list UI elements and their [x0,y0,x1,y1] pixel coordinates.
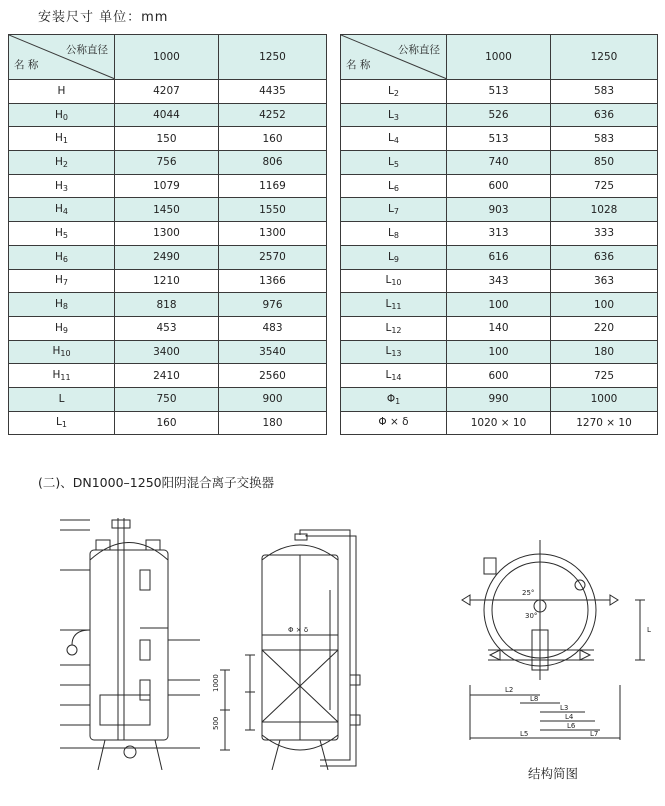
row-symbol: L [385,345,392,358]
table-row [341,316,658,340]
table-row [341,222,658,246]
value-1250-cell: 2570 [219,245,327,269]
row-symbol: L [388,155,394,168]
value-1000-cell: 600 [447,364,551,388]
value-1250-cell: 160 [219,127,327,151]
dim-1000-label: 1000 [212,674,220,692]
corner-diameter-label: 公称直径 [66,44,108,56]
table-row [341,127,658,151]
column-header-1000: 1000 [447,35,551,80]
row-name-cell [341,198,447,222]
value-1250-cell: 636 [551,103,658,127]
value-1000-cell: 903 [447,198,551,222]
row-symbol: H [52,345,61,358]
value-1250-cell: 2560 [219,364,327,388]
row-subscript: 4 [62,207,68,217]
row-name-cell [341,103,447,127]
row-symbol: L [385,369,392,382]
corner-diameter-label: 公称直径 [398,44,440,56]
value-1250-cell: 3540 [219,340,327,364]
row-name-cell [341,316,447,340]
value-1000-cell: 4207 [115,80,219,104]
value-1000-cell: 3400 [115,340,219,364]
value-1000-cell: 513 [447,127,551,151]
table-row [341,151,658,175]
row-subscript: 1 [395,396,401,406]
row-name-cell [341,174,447,198]
row-subscript: 5 [62,230,68,240]
row-name-cell [9,387,115,411]
row-symbol: L [388,250,394,263]
value-1000-cell: 2490 [115,245,219,269]
corner-name-label: 名 称 [14,59,39,71]
section-title: (二)、DN1000–1250阳阴混合离子交换器 [38,475,275,490]
value-1000-cell: 160 [115,411,219,435]
value-1250-cell: 4435 [219,80,327,104]
structure-drawing [0,490,665,770]
phi-delta-label: Φ × δ [288,626,309,634]
row-subscript: 4 [393,136,399,146]
row-name-cell [341,222,447,246]
table-row [9,151,327,175]
dimension-table-right [340,34,658,435]
angle1-label: 25° [522,589,535,597]
table-row [341,269,658,293]
value-1000-cell: 1300 [115,222,219,246]
row-subscript: 3 [393,112,399,122]
value-1000-cell: 150 [115,127,219,151]
plan-view [462,540,645,740]
table-row [9,340,327,364]
row-name-cell [9,198,115,222]
corner-header-cell [9,35,115,80]
value-1000-cell: 313 [447,222,551,246]
row-symbol: L [385,321,392,334]
value-1000-cell: 740 [447,151,551,175]
value-1000-cell: 600 [447,174,551,198]
row-symbol: H [55,274,63,287]
value-1250-cell: 850 [551,151,658,175]
row-symbol: L [58,392,65,405]
row-name-cell [9,340,115,364]
row-symbol: H [57,84,66,97]
table-row [9,198,327,222]
row-name-cell [9,245,115,269]
value-1250-cell: 333 [551,222,658,246]
table-row [341,198,658,222]
row-symbol: H [55,132,63,145]
row-name-cell [341,269,447,293]
dim-500-label: 500 [212,716,220,730]
value-1250-cell: 100 [551,293,658,317]
row-subscript: 11 [60,373,71,383]
table-row [341,80,658,104]
value-1000-cell: 453 [115,316,219,340]
row-subscript: 11 [391,302,402,312]
row-subscript: 10 [60,349,71,359]
page-heading: 安装尺寸 单位：mm [38,10,169,25]
value-1000-cell: 990 [447,387,551,411]
row-subscript: 1 [62,136,68,146]
row-subscript: 9 [62,325,68,335]
value-1000-cell: 616 [447,245,551,269]
row-symbol: L [388,108,394,121]
value-1250-cell: 1366 [219,269,327,293]
row-symbol: L [385,274,392,287]
row-name-cell [9,174,115,198]
value-1250-cell: 4252 [219,103,327,127]
row-name-cell [341,340,447,364]
value-1000-cell: 756 [115,151,219,175]
value-1000-cell: 100 [447,293,551,317]
value-1250-cell: 1000 [551,387,658,411]
value-1000-cell: 1210 [115,269,219,293]
row-symbol: L [56,416,62,429]
row-subscript: 10 [391,278,402,288]
value-1000-cell: 750 [115,387,219,411]
row-subscript: 7 [62,278,68,288]
row-name-cell [341,80,447,104]
table-row [341,174,658,198]
table-row [341,340,658,364]
value-1250-cell: 725 [551,364,658,388]
dim-L4-label: L4 [565,713,574,721]
value-1250-cell: 1300 [219,222,327,246]
row-name-cell [9,316,115,340]
value-1250-cell: 180 [219,411,327,435]
row-name-cell [9,222,115,246]
value-1250-cell: 636 [551,245,658,269]
table-row [9,269,327,293]
value-1250-cell: 1270 × 10 [551,411,658,435]
value-1250-cell: 1169 [219,174,327,198]
row-symbol: L [388,132,394,145]
value-1000-cell: 343 [447,269,551,293]
value-1000-cell: 2410 [115,364,219,388]
value-1000-cell: 818 [115,293,219,317]
front-view-vessel [60,518,230,770]
row-subscript: 0 [62,112,68,122]
row-name-cell [9,103,115,127]
row-symbol: L [388,203,394,216]
row-symbol: H [55,321,63,334]
row-symbol: H [55,108,63,121]
value-1000-cell: 140 [447,316,551,340]
table-row [9,245,327,269]
dim-L8-label: L8 [530,695,539,703]
table-row [341,103,658,127]
value-1000-cell: 513 [447,80,551,104]
row-name-cell [341,387,447,411]
section-view-vessel [245,530,360,770]
corner-name-label: 名 称 [346,59,371,71]
row-name-cell [9,364,115,388]
row-subscript: 14 [391,373,402,383]
row-name-cell [9,151,115,175]
angle2-label: 30° [525,612,538,620]
value-1000-cell: 1079 [115,174,219,198]
dim-L2-label: L2 [505,686,514,694]
dim-L5-label: L5 [520,730,529,738]
row-symbol: H [52,369,61,382]
table-row [9,80,327,104]
table-row [9,293,327,317]
row-name-cell [9,411,115,435]
row-subscript: 12 [391,325,402,335]
value-1250-cell: 806 [219,151,327,175]
row-symbol: L [388,179,394,192]
row-name-cell [341,364,447,388]
row-symbol: Φ × δ [378,416,409,429]
table-row [9,222,327,246]
table-row [9,127,327,151]
value-1250-cell: 1550 [219,198,327,222]
dimension-table-left [8,34,327,435]
row-subscript: 1 [61,420,67,430]
dim-L6-label: L6 [567,722,576,730]
column-header-1250: 1250 [219,35,327,80]
value-1250-cell: 725 [551,174,658,198]
column-header-1000: 1000 [115,35,219,80]
row-subscript: 7 [393,207,399,217]
row-subscript: 3 [62,183,68,193]
drawing-caption: 结构简图 [528,766,579,781]
row-symbol: H [55,203,63,216]
row-symbol: L [388,226,394,239]
row-subscript: 2 [393,88,399,98]
dim-L7-label: L7 [590,730,599,738]
value-1000-cell: 1450 [115,198,219,222]
table-row [341,293,658,317]
value-1250-cell: 483 [219,316,327,340]
row-name-cell [9,127,115,151]
row-name-cell [341,411,447,435]
table-row [9,364,327,388]
row-name-cell [341,293,447,317]
corner-header-cell [341,35,447,80]
row-subscript: 13 [391,349,402,359]
table-row [341,411,658,435]
row-subscript: 5 [393,159,399,169]
value-1250-cell: 583 [551,127,658,151]
row-symbol: L [385,298,392,311]
value-1000-cell: 1020 × 10 [447,411,551,435]
row-symbol: H [55,179,63,192]
row-name-cell [341,151,447,175]
value-1250-cell: 363 [551,269,658,293]
table-header-row [341,35,658,80]
row-subscript: 9 [393,254,399,264]
value-1250-cell: 180 [551,340,658,364]
row-name-cell [9,269,115,293]
row-symbol: H [55,155,63,168]
row-name-cell [9,293,115,317]
value-1250-cell: 220 [551,316,658,340]
row-symbol: H [55,298,63,311]
row-symbol: Φ [386,392,396,405]
table-row [341,245,658,269]
column-header-1250: 1250 [551,35,658,80]
table-row [9,411,327,435]
row-subscript: 2 [62,159,68,169]
row-symbol: H [55,226,63,239]
row-symbol: H [55,250,63,263]
row-name-cell [9,80,115,104]
value-1000-cell: 4044 [115,103,219,127]
value-1250-cell: 1028 [551,198,658,222]
value-1000-cell: 100 [447,340,551,364]
table-row [9,103,327,127]
table-row [341,364,658,388]
table-row [9,316,327,340]
row-subscript: 8 [62,302,68,312]
table-row [9,174,327,198]
value-1250-cell: 976 [219,293,327,317]
table-row [341,387,658,411]
dim-L-label: L [647,626,651,634]
row-subscript: 8 [393,230,399,240]
value-1250-cell: 583 [551,80,658,104]
row-subscript: 6 [62,254,68,264]
dim-L3-label: L3 [560,704,569,712]
value-1000-cell: 526 [447,103,551,127]
value-1250-cell: 900 [219,387,327,411]
row-name-cell [341,245,447,269]
row-symbol: L [388,84,394,97]
row-name-cell [341,127,447,151]
table-row [9,387,327,411]
row-subscript: 6 [393,183,399,193]
table-header-row [9,35,327,80]
